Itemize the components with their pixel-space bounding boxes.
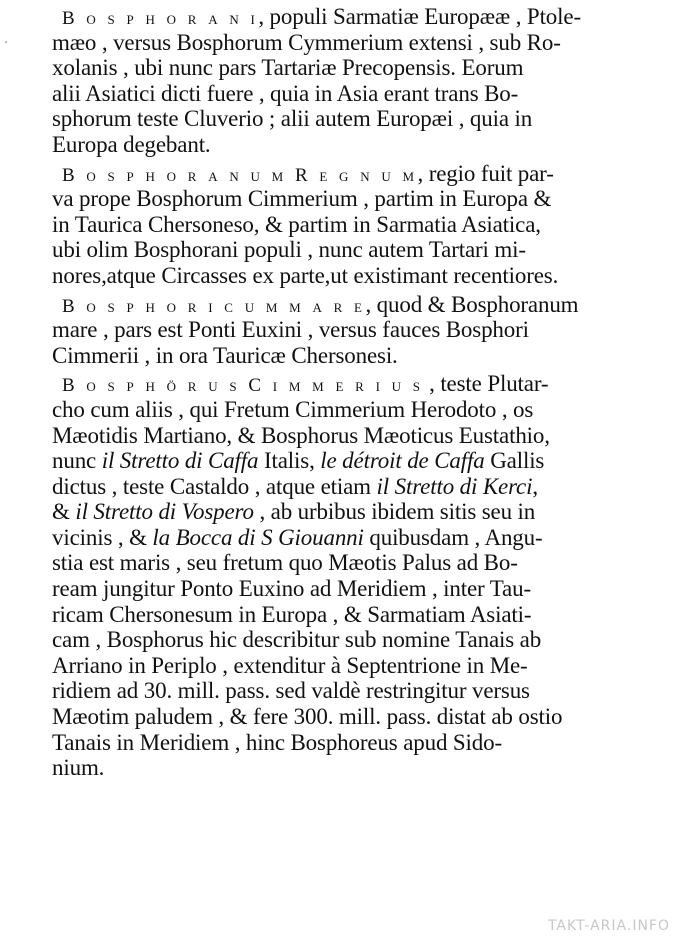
body-text: , populi Sarmatiæ Europææ , Ptole- bbox=[258, 4, 581, 29]
body-text: stia est maris , seu fretum quo Mæotis Palus ad Bo- bbox=[52, 550, 518, 576]
text-line bbox=[52, 212, 672, 238]
text-line bbox=[52, 474, 672, 500]
body-text: ream jungitur Ponto Euxino ad Meridiem , inter Tau- bbox=[52, 576, 531, 602]
entry-headword: B o s p h ö r u s C i m m e r i u s bbox=[62, 375, 424, 397]
body-text: Gallis bbox=[484, 448, 545, 474]
text-line bbox=[52, 81, 672, 107]
body-text: , regio fuit par- bbox=[417, 160, 554, 186]
italic-phrase: le détroit de Caffa bbox=[320, 448, 485, 474]
text-line bbox=[52, 106, 672, 132]
body-text: , bbox=[532, 473, 538, 499]
text-line bbox=[52, 30, 672, 56]
body-text: & bbox=[52, 499, 76, 525]
text-line bbox=[52, 550, 672, 576]
italic-phrase: il Stretto di Kerci bbox=[376, 473, 533, 499]
body-text: , ab urbibus ibidem sitis seu in bbox=[253, 499, 536, 525]
body-text: mare , pars est Ponti Euxini , versus fauces Bosphori bbox=[52, 317, 529, 343]
body-text: in Taurica Chersoneso, & partim in Sarmatia Asiatica, bbox=[52, 211, 541, 237]
body-text: xolanis , ubi nunc pars Tartariæ Precopensis. Eorum bbox=[52, 55, 524, 81]
body-text: , teste Plutar- bbox=[423, 371, 549, 397]
text-line bbox=[52, 525, 672, 551]
text-line bbox=[52, 448, 672, 474]
body-text: Mæotidis Martiano, & Bosphorus Mæoticus Eustathio, bbox=[52, 422, 550, 448]
text-line bbox=[52, 627, 672, 653]
body-text: sphorum teste Cluverio ; alii autem Europæi , quia in bbox=[52, 106, 533, 132]
text-line bbox=[52, 263, 672, 289]
text-line bbox=[52, 397, 672, 423]
entry-headword: B o s p h o r i c u m m a r e bbox=[62, 295, 366, 317]
body-text: Cimmerii , in ora Tauricæ Chersonesi. bbox=[52, 342, 398, 368]
body-text: Mæotim paludem , & fere 300. mill. pass. distat ab ostio bbox=[52, 704, 563, 730]
text-line bbox=[52, 132, 672, 158]
entry-first-line bbox=[52, 161, 672, 187]
body-text: dictus , teste Castaldo , atque etiam bbox=[52, 473, 377, 499]
entry-first-line bbox=[52, 371, 672, 397]
body-text: nunc bbox=[52, 448, 102, 474]
text-line bbox=[52, 602, 672, 628]
body-text: alii Asiatici dicti fuere , quia in Asia erant trans Bo- bbox=[52, 80, 519, 106]
body-text: Europa degebant. bbox=[52, 131, 211, 157]
body-text: Italis, bbox=[258, 448, 321, 474]
entry-headword: B o s p h o r a n i bbox=[62, 8, 259, 29]
body-text: ridiem ad 30. mill. pass. sed valdè restringitur versus bbox=[52, 678, 530, 704]
body-text: va prope Bosphorum Cimmerium , partim in Europa & bbox=[52, 186, 552, 212]
body-text: mæo , versus Bosphorum Cymmerium extensi , sub Ro- bbox=[52, 29, 561, 55]
body-text: , quod & Bosphoranum bbox=[365, 291, 579, 317]
body-text: nores,atque Circasses ex parte,ut existimant recentiores. bbox=[52, 262, 559, 288]
body-text: cam , Bosphorus hic describitur sub nomine Tanais ab bbox=[52, 627, 542, 653]
text-line bbox=[52, 317, 672, 343]
text-line bbox=[52, 755, 672, 781]
text-line bbox=[52, 730, 672, 756]
italic-phrase: il Stretto di Caffa bbox=[101, 448, 259, 474]
text-line bbox=[52, 576, 672, 602]
body-text: ubi olim Bosphorani populi , nunc autem Tartari mi- bbox=[52, 237, 526, 263]
body-text: quibusdam , Angu- bbox=[363, 524, 543, 550]
text-line bbox=[52, 423, 672, 449]
entry-first-line bbox=[52, 292, 672, 318]
text-line bbox=[52, 653, 672, 679]
body-text: cho cum aliis , qui Fretum Cimmerium Herodoto , os bbox=[52, 396, 534, 422]
dictionary-text bbox=[52, 4, 672, 781]
italic-phrase: il Stretto di Vospero bbox=[75, 499, 254, 525]
italic-phrase: la Bocca di S Giouanni bbox=[152, 524, 364, 550]
body-text: Tanais in Meridiem , hinc Bosphoreus apud Sido- bbox=[52, 729, 502, 755]
body-text: Arriano in Periplo , extenditur à Septentrione in Me- bbox=[52, 652, 528, 678]
text-line bbox=[52, 237, 672, 263]
entry-first-line bbox=[52, 4, 672, 30]
text-line bbox=[52, 186, 672, 212]
margin-speck: · bbox=[4, 36, 9, 51]
text-line bbox=[52, 704, 672, 730]
body-text: nium. bbox=[52, 755, 105, 781]
text-line bbox=[52, 343, 672, 369]
text-line bbox=[52, 499, 672, 525]
text-line bbox=[52, 678, 672, 704]
body-text: vicinis , & bbox=[52, 524, 153, 550]
text-line bbox=[52, 55, 672, 81]
entry-headword: B o s p h o r a n u m R e g n u m bbox=[62, 164, 418, 186]
body-text: ricam Chersonesum in Europa , & Sarmatiam Asiati- bbox=[52, 601, 532, 627]
watermark: TAKT-ARIA.INFO bbox=[547, 918, 670, 934]
